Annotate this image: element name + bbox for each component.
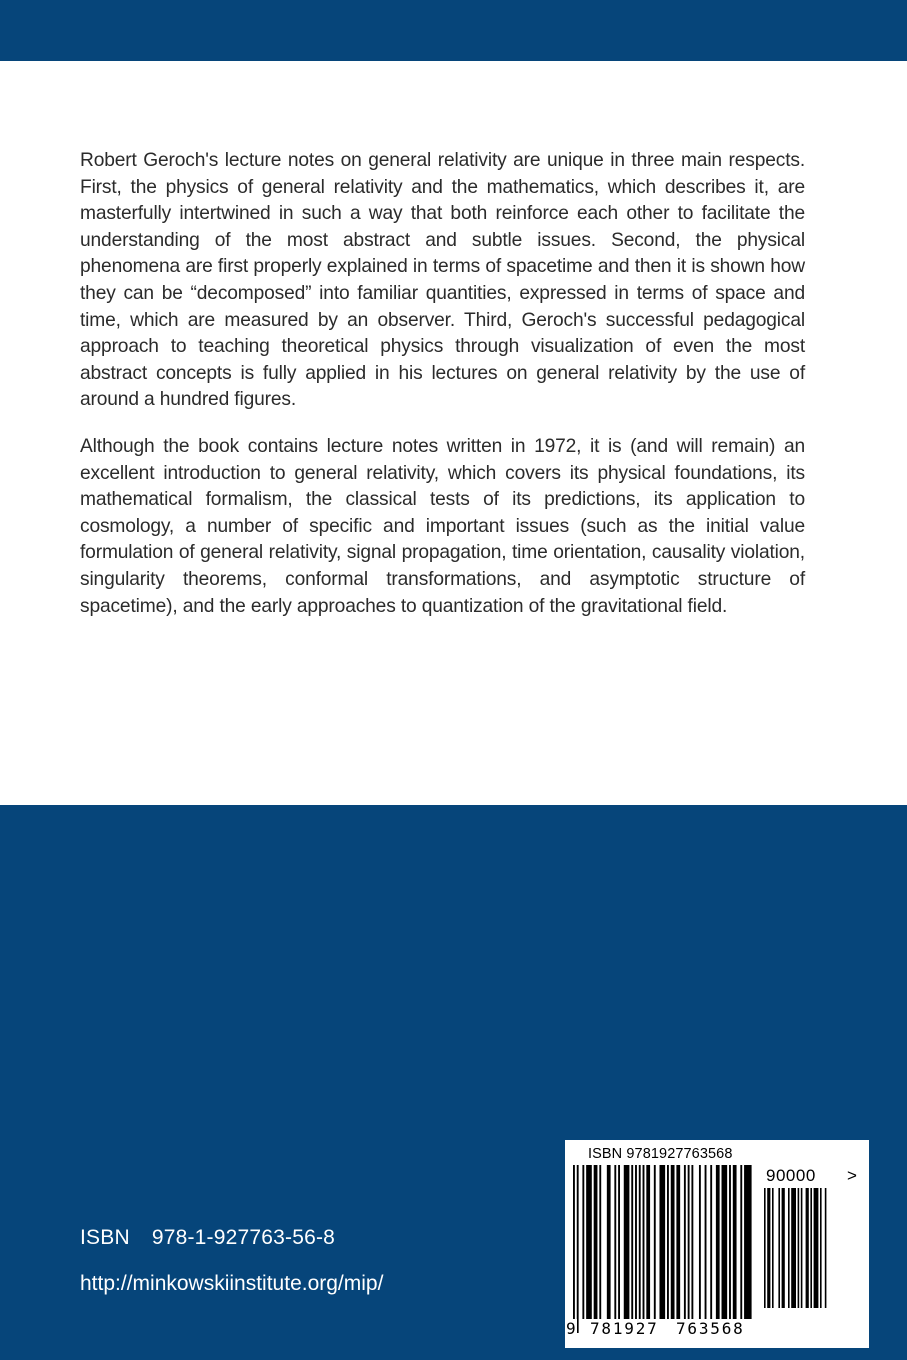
back-cover-blurb [80,148,805,640]
isbn-line [80,1226,335,1250]
barcode-digit-first: 9 [566,1319,576,1338]
blurb-paragraph-2: Although the book contains lecture notes written in 1972, it is (and will remain) an excellent introduction to general relativity, which covers its physical foundations, its mathematical formalism, the classical tests of its predictions, its application to cosmology, a number of specific and important issues (such as the initial value formulation of general relativity, signal propagation, time orientation, causality violation, singularity theorems, conformal transformations, and asymptotic structure of spacetime), and the early approaches to quantization of the gravitational field. [80,435,805,617]
barcode-digits [565,1319,765,1345]
barcode-price-code: 90000 [766,1166,816,1185]
barcode-digits-right: 763568 [676,1319,745,1338]
top-color-band [0,0,907,61]
publisher-url[interactable]: http://minkowskiinstitute.org/mip/ [80,1272,384,1295]
barcode-isbn-text: ISBN 9781927763568 [588,1146,733,1162]
isbn-label: ISBN [80,1226,130,1249]
barcode-arrow: > [847,1166,857,1185]
blurb-paragraph-1: Robert Geroch's lecture notes on general relativity are unique in three main respects. First, the physics of general relativity and the mathematics, which describes it, are masterfully intertwined in such a way that both reinforce each other to facilitate the understanding of the most abstract and subtle issues. Second, the physical phenomena are first properly explained in terms of spacetime and then it is shown how they can be “decomposed” into familiar quantities, expressed in terms of space and time, which are measured by an observer. Third, Geroch's successful pedagogical approach to teaching theoretical physics through visualization of even the most abstract concepts is fully applied in his lectures on general relativity by the use of around a hundred figures. [80,150,805,411]
barcode-digits-left: 781927 [590,1319,659,1338]
barcode-box [565,1140,869,1348]
isbn-number: 978-1-927763-56-8 [151,1226,336,1249]
ean-barcode-bars [573,1165,753,1333]
addon-barcode-bars [764,1188,830,1308]
